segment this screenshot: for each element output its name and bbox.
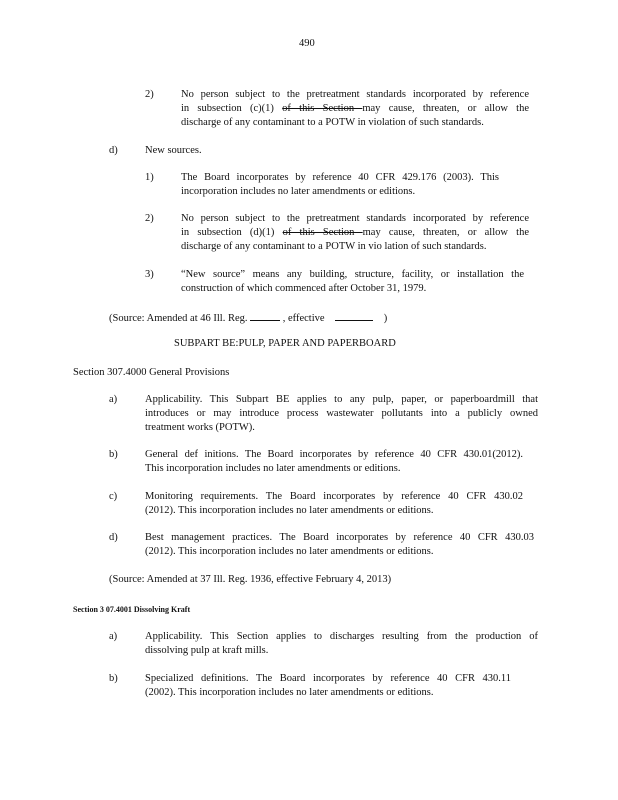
text: in subsection (d)(1) bbox=[181, 227, 283, 238]
text: may cause, threaten, or allow the bbox=[362, 103, 529, 114]
paragraph-4001a bbox=[145, 630, 538, 658]
line: (2012). This incorporation includes no later amendments or editions. bbox=[145, 505, 434, 516]
line: Applicability. This Section applies to discharges resulting from the production of bbox=[145, 631, 538, 642]
paragraph-4000b bbox=[145, 448, 523, 476]
struck-text: of this Section bbox=[282, 103, 363, 114]
line: The Board incorporates by reference 40 CFR 429.176 (2003). This bbox=[181, 172, 499, 183]
source-note: (Source: Amended at 37 Ill. Reg. 1936, effective February 4, 2013) bbox=[109, 574, 392, 585]
line: discharge of any contaminant to a POTW in vio lation of such standards. bbox=[181, 241, 487, 252]
item-number: 3) bbox=[145, 269, 154, 280]
paragraph-4000a bbox=[145, 393, 538, 435]
line: This incorporation includes no later amendments or editions. bbox=[145, 463, 401, 474]
struck-text: of this Section bbox=[282, 227, 363, 238]
line: Specialized definitions. The Board incorporates by reference 40 CFR 430.11 bbox=[145, 673, 511, 684]
subsection-number: d) bbox=[109, 145, 118, 156]
subsection-title: New sources. bbox=[145, 145, 202, 156]
paragraph-d1 bbox=[181, 171, 499, 199]
subpart-heading: SUBPART BE:PULP, PAPER AND PAPERBOARD bbox=[174, 338, 396, 349]
text: may cause, threaten, or allow the bbox=[362, 227, 529, 238]
item-number: 1) bbox=[145, 172, 154, 183]
line bbox=[181, 226, 529, 240]
line: introduces or may introduce process wastewater pollutants into a publicly owned bbox=[145, 408, 538, 419]
source-note bbox=[109, 310, 387, 326]
page-number: 490 bbox=[299, 38, 315, 49]
source-text: ) bbox=[383, 313, 388, 324]
item-number: c) bbox=[109, 491, 118, 502]
item-number: a) bbox=[109, 631, 118, 642]
paragraph-c2 bbox=[181, 88, 529, 130]
line: “New source” means any building, structure, facility, or installation the bbox=[181, 269, 524, 280]
paragraph-4001b bbox=[145, 672, 511, 700]
line: discharge of any contaminant to a POTW in violation of such standards. bbox=[181, 117, 484, 128]
item-number: 2) bbox=[145, 213, 154, 224]
line: incorporation includes no later amendments or editions. bbox=[181, 186, 416, 197]
item-number: 2) bbox=[145, 89, 154, 100]
item-number: b) bbox=[109, 449, 118, 460]
line: No person subject to the pretreatment standards incorporated by reference bbox=[181, 213, 529, 224]
line: (2002). This incorporation includes no later amendments or editions. bbox=[145, 687, 434, 698]
source-text: (Source: Amended at 46 Ill. Reg. bbox=[109, 313, 248, 324]
paragraph-4000d bbox=[145, 531, 534, 559]
section-heading: Section 3 07.4001 Dissolving Kraft bbox=[73, 605, 191, 614]
blank-line bbox=[250, 310, 280, 321]
text: in subsection (c)(1) bbox=[181, 103, 283, 114]
item-number: a) bbox=[109, 394, 118, 405]
line: treatment works (POTW). bbox=[145, 422, 255, 433]
paragraph-d3 bbox=[181, 268, 524, 296]
line: No person subject to the pretreatment standards incorporated by reference bbox=[181, 89, 529, 100]
line: Monitoring requirements. The Board incorporates by reference 40 CFR 430.02 bbox=[145, 491, 523, 502]
source-text: , effective bbox=[282, 313, 325, 324]
paragraph-4000c bbox=[145, 490, 523, 518]
item-number: b) bbox=[109, 673, 118, 684]
line: dissolving pulp at kraft mills. bbox=[145, 645, 269, 656]
paragraph-d2 bbox=[181, 212, 529, 254]
line: General def initions. The Board incorporates by reference 40 CFR 430.01(2012). bbox=[145, 449, 523, 460]
line bbox=[181, 102, 529, 116]
line: Best management practices. The Board incorporates by reference 40 CFR 430.03 bbox=[145, 532, 534, 543]
line: Applicability. This Subpart BE applies to any pulp, paper, or paperboardmill that bbox=[145, 394, 538, 405]
line: construction of which commenced after October 31, 1979. bbox=[181, 283, 427, 294]
section-heading: Section 307.4000 General Provisions bbox=[73, 367, 230, 378]
line: (2012). This incorporation includes no later amendments or editions. bbox=[145, 546, 434, 557]
blank-line bbox=[335, 310, 373, 321]
item-number: d) bbox=[109, 532, 118, 543]
